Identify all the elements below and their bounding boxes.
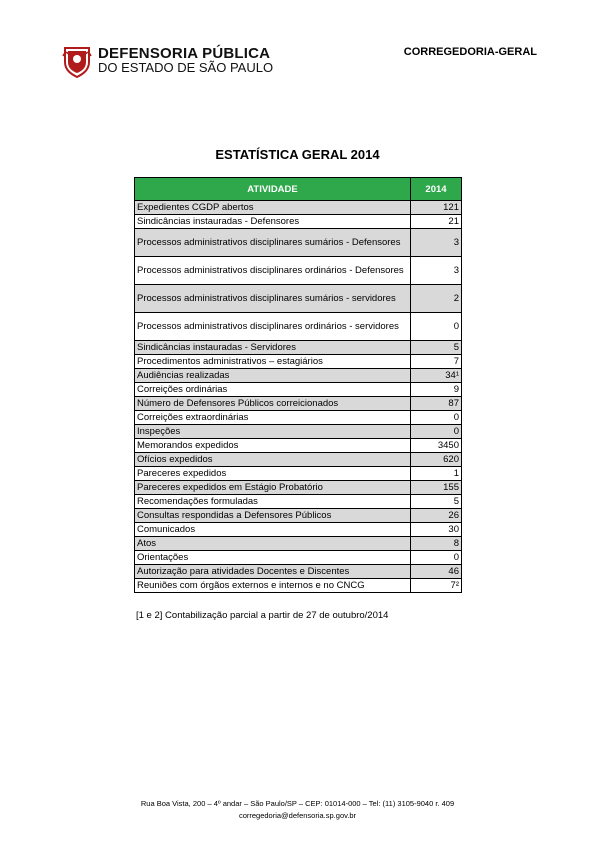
table-row — [135, 341, 462, 355]
value-cell: 0 — [411, 551, 462, 565]
value-cell: 7² — [411, 579, 462, 593]
table-row — [135, 439, 462, 453]
activity-cell: Memorandos expedidos — [135, 439, 411, 453]
value-cell: 7 — [411, 355, 462, 369]
table-row — [135, 579, 462, 593]
table-row — [135, 229, 462, 257]
value-cell: 3450 — [411, 439, 462, 453]
activity-cell: Número de Defensores Públicos correicionados — [135, 397, 411, 411]
footnote: [1 e 2] Contabilização parcial a partir de 27 de outubro/2014 — [136, 610, 389, 621]
activity-cell: Ofícios expedidos — [135, 453, 411, 467]
value-cell: 3 — [411, 229, 462, 257]
table-row — [135, 509, 462, 523]
org-name-line1: DEFENSORIA PÚBLICA — [98, 45, 271, 62]
table-row — [135, 481, 462, 495]
value-cell: 30 — [411, 523, 462, 537]
activity-cell: Correições extraordinárias — [135, 411, 411, 425]
activity-cell: Pareceres expedidos — [135, 467, 411, 481]
activity-cell: Orientações — [135, 551, 411, 565]
page-title: ESTATÍSTICA GERAL 2014 — [215, 147, 380, 162]
value-cell: 5 — [411, 495, 462, 509]
table-row — [135, 383, 462, 397]
value-cell: 3 — [411, 257, 462, 285]
column-header-year: 2014 — [411, 178, 462, 201]
table-row — [135, 495, 462, 509]
activity-cell: Comunicados — [135, 523, 411, 537]
table-header-row — [135, 178, 462, 201]
activity-cell: Audiências realizadas — [135, 369, 411, 383]
value-cell: 34¹ — [411, 369, 462, 383]
table-row — [135, 257, 462, 285]
activity-cell: Correições ordinárias — [135, 383, 411, 397]
activity-cell: Consultas respondidas a Defensores Públicos — [135, 509, 411, 523]
activity-cell: Processos administrativos disciplinares sumários - servidores — [135, 285, 411, 313]
value-cell: 2 — [411, 285, 462, 313]
statistics-table — [134, 177, 462, 593]
activity-cell: Atos — [135, 537, 411, 551]
value-cell: 9 — [411, 383, 462, 397]
table-row — [135, 201, 462, 215]
table-row — [135, 537, 462, 551]
table-row — [135, 397, 462, 411]
value-cell: 8 — [411, 537, 462, 551]
activity-cell: Processos administrativos disciplinares sumários - Defensores — [135, 229, 411, 257]
value-cell: 620 — [411, 453, 462, 467]
activity-cell: Expedientes CGDP abertos — [135, 201, 411, 215]
activity-cell: Processos administrativos disciplinares ordinários - servidores — [135, 313, 411, 341]
value-cell: 46 — [411, 565, 462, 579]
table-row — [135, 523, 462, 537]
value-cell: 1 — [411, 467, 462, 481]
footer-email: corregedoria@defensoria.sp.gov.br — [238, 811, 357, 820]
value-cell: 0 — [411, 411, 462, 425]
table-row — [135, 313, 462, 341]
table-row — [135, 565, 462, 579]
table-row — [135, 425, 462, 439]
value-cell: 121 — [411, 201, 462, 215]
table-row — [135, 411, 462, 425]
activity-cell: Processos administrativos disciplinares ordinários - Defensores — [135, 257, 411, 285]
activity-cell: Sindicâncias instauradas - Servidores — [135, 341, 411, 355]
activity-cell: Autorização para atividades Docentes e Discentes — [135, 565, 411, 579]
value-cell: 155 — [411, 481, 462, 495]
table-row — [135, 551, 462, 565]
footer-address: Rua Boa Vista, 200 – 4º andar – São Paulo/SP – CEP: 01014-000 – Tel: (11) 3105-9040 r. 409 — [140, 799, 455, 808]
table-row — [135, 467, 462, 481]
table-row — [135, 369, 462, 383]
value-cell: 26 — [411, 509, 462, 523]
column-header-activity: ATIVIDADE — [135, 178, 411, 201]
value-cell: 0 — [411, 425, 462, 439]
department-name: CORREGEDORIA-GERAL — [403, 46, 537, 58]
org-name-line2: DO ESTADO DE SÃO PAULO — [98, 60, 274, 75]
table-row — [135, 453, 462, 467]
activity-cell: Pareceres expedidos em Estágio Probatório — [135, 481, 411, 495]
activity-cell: Recomendações formuladas — [135, 495, 411, 509]
activity-cell: Inspeções — [135, 425, 411, 439]
coat-of-arms-icon — [62, 44, 92, 78]
org-logo — [62, 44, 273, 78]
activity-cell: Procedimentos administrativos – estagiários — [135, 355, 411, 369]
value-cell: 87 — [411, 397, 462, 411]
value-cell: 0 — [411, 313, 462, 341]
page-footer — [0, 798, 595, 822]
activity-cell: Sindicâncias instauradas - Defensores — [135, 215, 411, 229]
table-row — [135, 355, 462, 369]
table-row — [135, 285, 462, 313]
table-row — [135, 215, 462, 229]
activity-cell: Reuniões com órgãos externos e internos e no CNCG — [135, 579, 411, 593]
value-cell: 5 — [411, 341, 462, 355]
value-cell: 21 — [411, 215, 462, 229]
